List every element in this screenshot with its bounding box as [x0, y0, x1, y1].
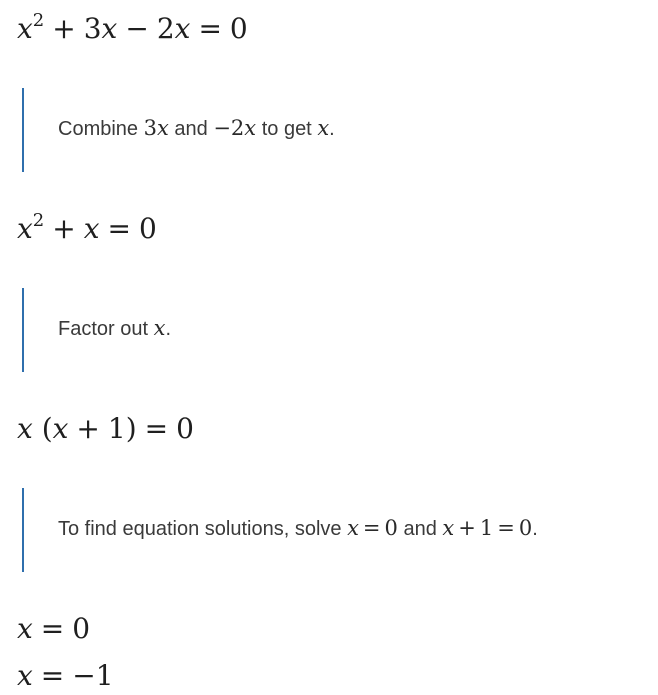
note-accent-bar: [22, 488, 24, 572]
explanation-step-3: [22, 488, 622, 572]
equation-step-1: $x^2 + 3x - 2x = 0$: [17, 10, 248, 45]
explanation-text: To find equation solutions, solve x = 0 and x + 1 = 0.: [58, 516, 538, 540]
solution-2: x = −1: [17, 659, 114, 692]
note-accent-bar: [22, 88, 24, 172]
note-accent-bar: [22, 288, 24, 372]
explanation-step-2: [22, 288, 622, 372]
explanation-text: Factor out x.: [58, 316, 172, 340]
explanation-step-1: [22, 88, 622, 172]
explanation-text: Combine 3x and −2x to get x.: [58, 116, 335, 140]
equation-step-2: $x^2 + x = 0$: [17, 210, 157, 245]
equation-step-3: x (x + 1) = 0: [17, 412, 194, 445]
solution-1: x = 0: [17, 612, 91, 645]
